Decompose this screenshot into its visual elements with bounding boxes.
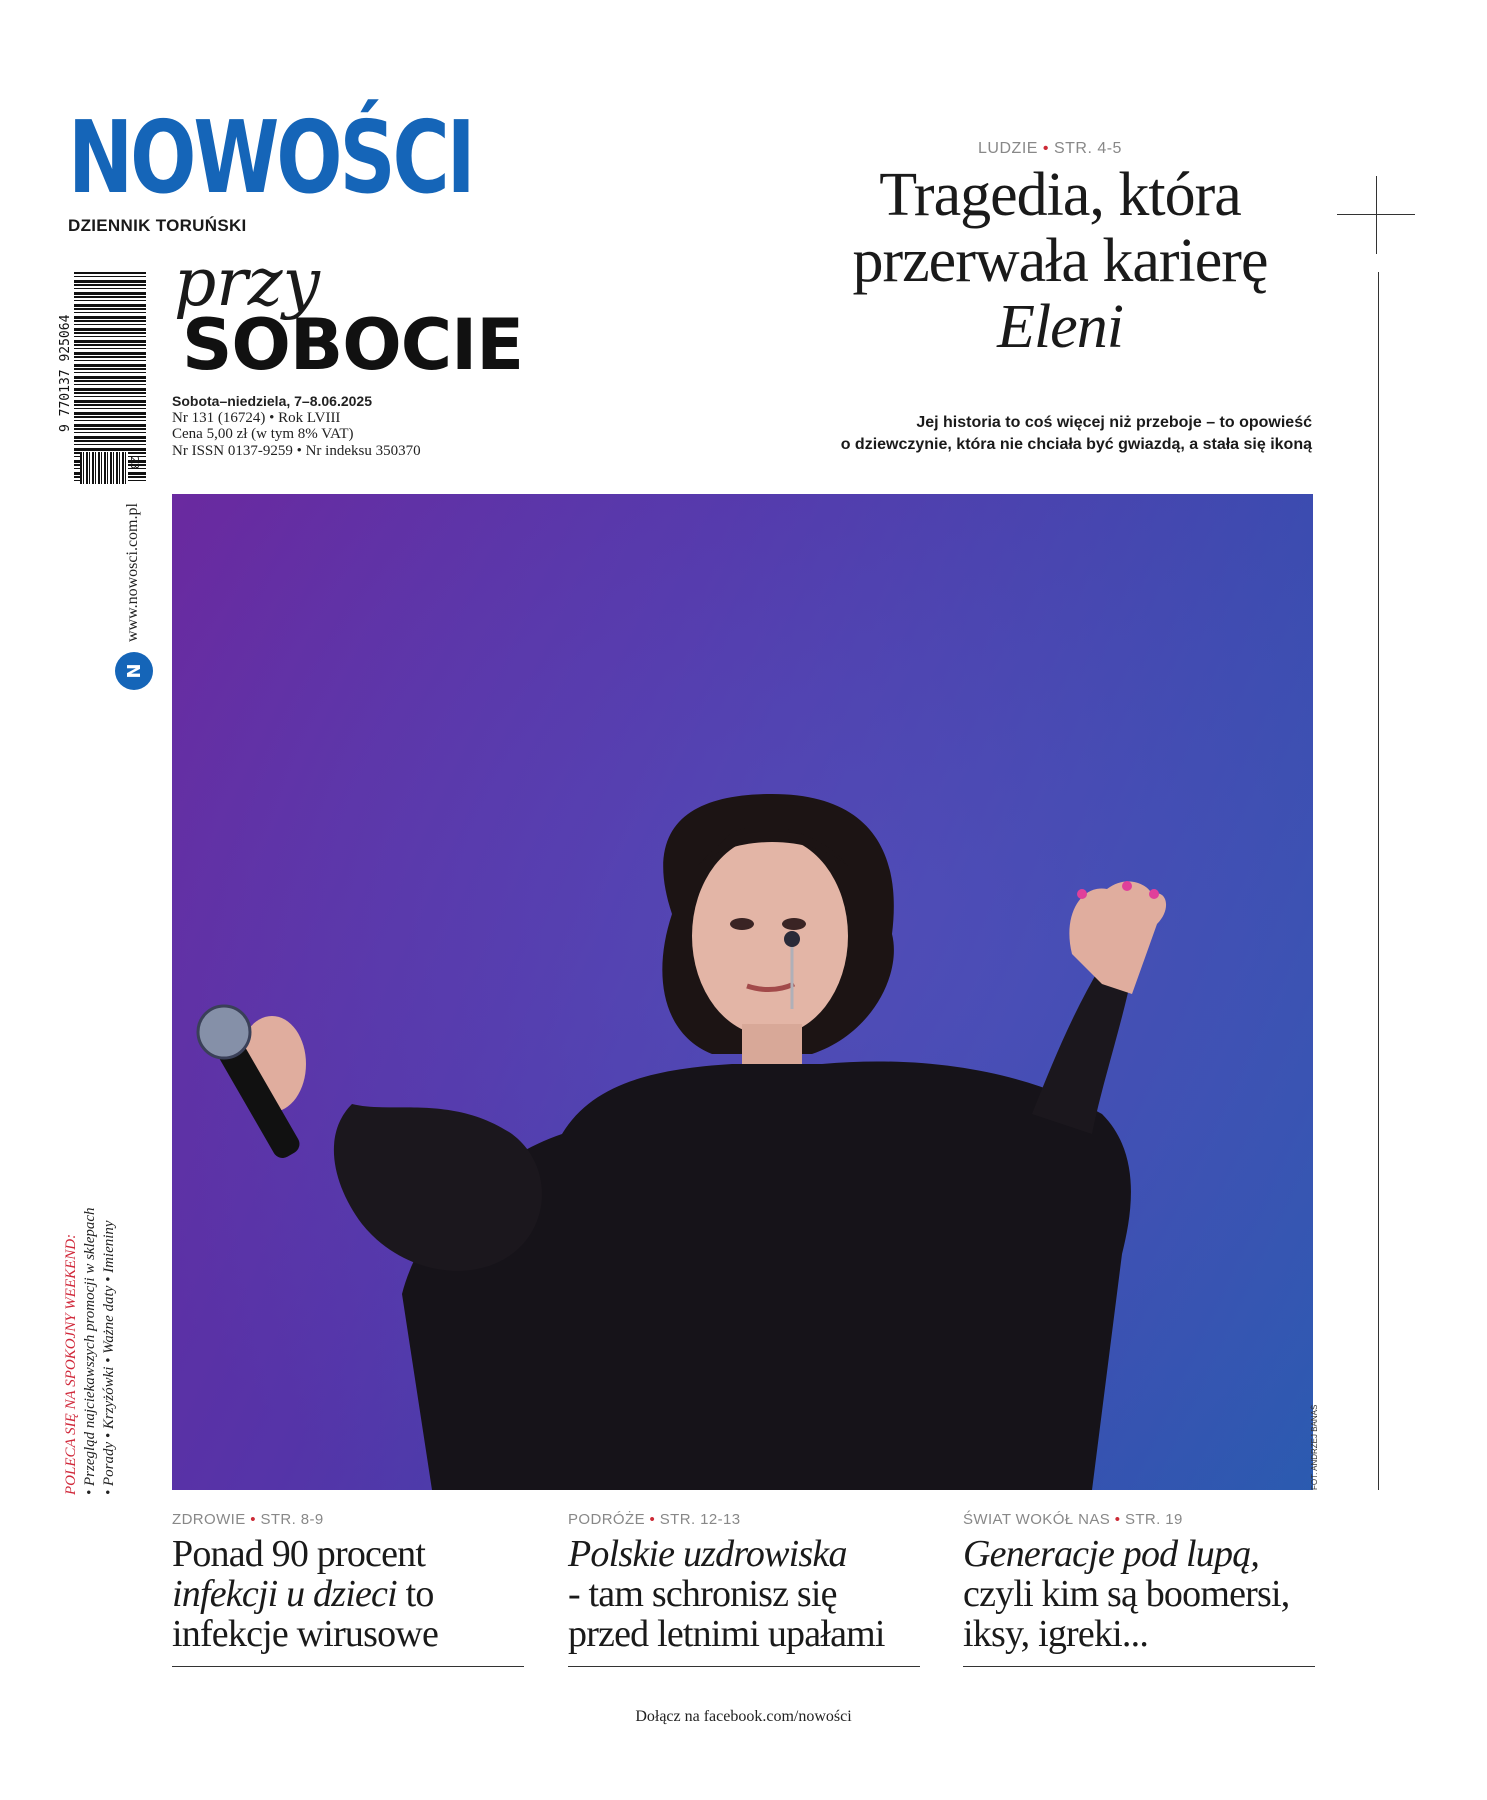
side-promo (62, 1100, 142, 1495)
bullet-icon: • (1037, 140, 1054, 157)
teaser-line-3: przed letnimi upałami (568, 1613, 885, 1655)
teaser-line-2-rest: to (396, 1573, 434, 1615)
teaser-swiat[interactable] (963, 1511, 1315, 1654)
headline-line-2: przerwała karierę (852, 227, 1268, 295)
issue-number: Nr 131 (16724) • Rok LVIII (172, 409, 341, 426)
crosshair-mark-vertical (1376, 176, 1377, 254)
teaser-kicker (568, 1511, 920, 1528)
singer-illustration (172, 494, 1313, 1490)
teaser-kicker (172, 1511, 524, 1528)
teaser-rule (568, 1666, 920, 1667)
footer-facebook-link[interactable]: Dołącz na facebook.com/nowości (635, 1708, 852, 1725)
lead-line-1: Jej historia to coś więcej niż przeboje – to opowieść (916, 414, 1312, 431)
headline-line-3: Eleni (997, 293, 1123, 361)
n-logo-icon: N (115, 652, 153, 690)
main-story-kicker (700, 140, 1400, 158)
teaser-rule (963, 1666, 1315, 1667)
side-promo-heading: POLECA SIĘ NA SPOKOJNY WEEKEND: (63, 1233, 79, 1495)
teaser-section: ŚWIAT WOKÓŁ NAS (963, 1511, 1111, 1528)
supplement-title-top: przy (174, 244, 320, 321)
website-link[interactable]: www.nowosci.com.pl (124, 503, 141, 642)
teaser-kicker (963, 1511, 1315, 1528)
logo-subtitle: DZIENNIK TORUŃSKI (68, 216, 247, 235)
issue-issn: Nr ISSN 0137-9259 • Nr indeksu 350370 (172, 442, 421, 459)
teaser-line-2: - tam schronisz się (568, 1573, 837, 1615)
barcode-number: 9 770137 925064 (58, 314, 73, 432)
main-story-section: LUDZIE (978, 140, 1038, 157)
headline-line-1: Tragedia, która (879, 161, 1241, 229)
teaser-line-1: Ponad 90 procent (172, 1533, 426, 1575)
teaser-line-3: infekcje wirusowe (172, 1613, 439, 1655)
main-story-lead (700, 412, 1312, 456)
teaser-line-1-italic: Polskie uzdrowiska (568, 1533, 847, 1575)
teaser-podroze[interactable] (568, 1511, 920, 1654)
side-promo-line-2: • Porady • Krzyżówki • Ważne daty • Imieniny (101, 1220, 117, 1495)
teaser-title (568, 1534, 920, 1654)
issue-price: Cena 5,00 zł (w tym 8% VAT) (172, 426, 354, 442)
teaser-title (963, 1534, 1315, 1654)
teaser-page: STR. 8-9 (260, 1511, 324, 1528)
teaser-line-2: czyli kim są boomersi, (963, 1573, 1290, 1615)
teaser-line-2-italic: infekcji u dzieci (172, 1573, 397, 1615)
lead-line-2: o dziewczynie, która nie chciała być gwiazdą, a stała się ikoną (840, 436, 1312, 453)
teaser-section: PODRÓŻE (568, 1511, 645, 1528)
bullet-icon: • (644, 1511, 660, 1528)
main-headline[interactable] (760, 162, 1360, 360)
cover-photo[interactable] (172, 494, 1313, 1490)
logo-nowosci: NOWOŚCI (68, 99, 473, 216)
photo-credit: FOT. ANDRZEJ BANAŚ (1310, 1404, 1319, 1490)
side-promo-line-1: • Przegląd najciekawszych promocji w sklepach (82, 1207, 98, 1495)
teaser-rule (172, 1666, 524, 1667)
bullet-icon: • (1110, 1511, 1125, 1528)
issue-date: Sobota–niedziela, 7–8.06.2025 (172, 393, 372, 409)
teaser-line-3: iksy, igreki... (963, 1613, 1149, 1655)
main-story-page: STR. 4-5 (1053, 140, 1122, 157)
supplement-title: SOBOCIE (182, 304, 524, 386)
issue-info (172, 393, 421, 459)
teaser-section: ZDROWIE (172, 1511, 246, 1528)
teaser-line-1-italic: Generacje pod lupą, (963, 1533, 1260, 1575)
teaser-page: STR. 19 (1124, 1511, 1183, 1528)
vertical-rule (1378, 272, 1379, 1490)
bullet-icon: • (245, 1511, 261, 1528)
teaser-title (172, 1534, 524, 1654)
barcode-addon (80, 452, 128, 484)
barcode-addon-number: 23 (128, 456, 141, 470)
teaser-page: STR. 12-13 (659, 1511, 741, 1528)
teaser-zdrowie[interactable] (172, 1511, 524, 1654)
